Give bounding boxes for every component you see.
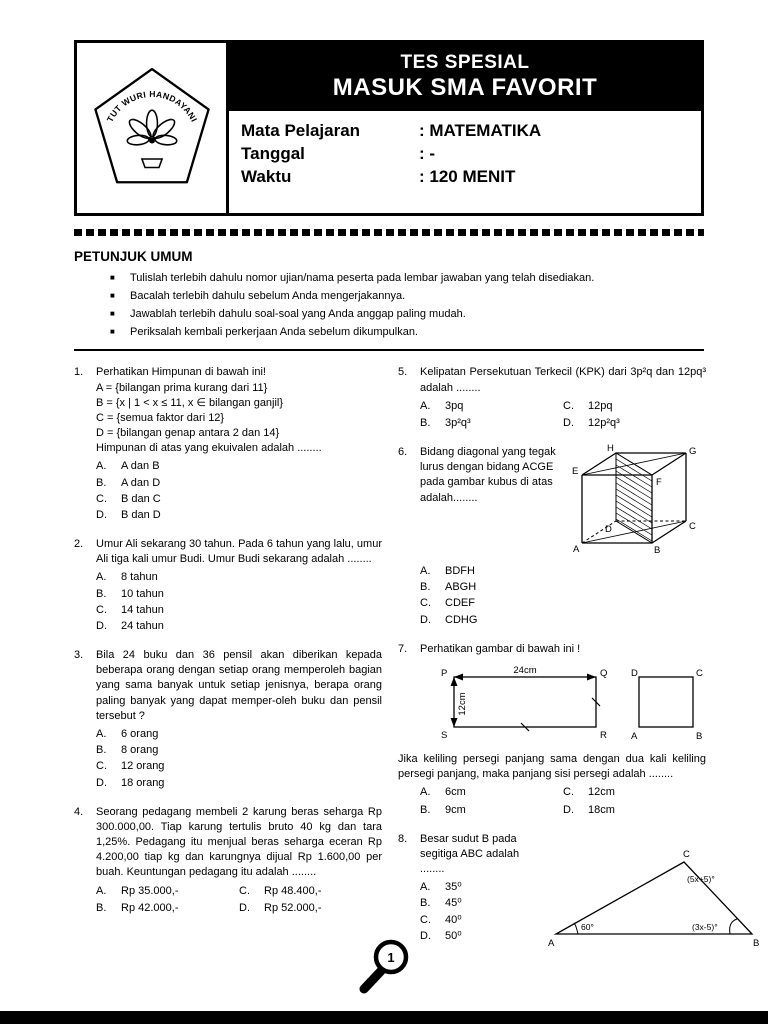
left-column: [74, 365, 382, 964]
question-4: [74, 805, 382, 917]
instruction-item: [74, 307, 704, 322]
header-right: [229, 43, 701, 213]
question-line: A = {bilangan prima kurang dari 11}: [96, 381, 268, 394]
question-intro: Perhatikan gambar di bawah ini !: [420, 642, 581, 655]
option-text: 3pq: [445, 399, 464, 412]
question-line: Himpunan di atas yang ekuivalen adalah ........: [96, 442, 322, 455]
square-label-b: B: [696, 730, 703, 742]
option-text: CDEF: [445, 597, 475, 610]
option-b: [96, 476, 382, 491]
question-2: [74, 537, 382, 635]
magnifier-icon: [355, 935, 413, 995]
cube-diagram: [572, 443, 700, 561]
instructions-title: PETUNJUK UMUM: [74, 249, 193, 264]
dashed-separator: [74, 229, 704, 236]
triangle-label-b: B: [753, 937, 760, 949]
instruction-item: [74, 271, 704, 286]
option-letter: B.: [96, 587, 107, 600]
option-letter: C.: [563, 786, 574, 799]
square-label-a: A: [631, 730, 638, 742]
exam-title-line2: MASUK SMA FAVORIT: [332, 74, 598, 101]
option-letter: D.: [96, 776, 107, 789]
option-letter: D.: [563, 416, 574, 429]
subject-label: Mata Pelajaran: [241, 121, 361, 140]
option-text: 18cm: [588, 803, 615, 816]
option-text: 8 orang: [121, 744, 159, 757]
question-text: Seorang pedagang membeli 2 karung beras seharga Rp 300.000,00. Tiap karung tertulis bruto 40 kg dan tara 1,25%. Pedagang itu menjual beras seharga eceran Rp 4.200,00 tiap kg dan karungnya dijual Rp 1.600,00 per buah. Keuntungan pedagang itu adalah ........: [96, 805, 382, 879]
question-number: 4.: [74, 805, 84, 818]
option-letter: B.: [420, 803, 431, 816]
option-letter: C.: [96, 760, 107, 773]
rect-label-s: S: [441, 729, 448, 741]
bullet-icon: ■: [110, 290, 115, 300]
option-letter: D.: [239, 901, 250, 914]
angle-a-label: 60°: [581, 921, 594, 932]
rect-label-r: R: [600, 729, 607, 741]
option-b: [420, 416, 563, 431]
option-letter: A.: [96, 571, 107, 584]
question-line: D = {bilangan genap antara 2 dan 14}: [96, 427, 280, 440]
option-text: ABGH: [445, 581, 477, 594]
option-text: 12cm: [588, 786, 615, 799]
option-c: [563, 399, 706, 414]
option-c: [239, 884, 382, 899]
option-letter: A.: [420, 786, 431, 799]
page-number: 1: [387, 950, 395, 965]
cube-label-b: B: [654, 545, 661, 557]
bullet-icon: ■: [110, 308, 115, 318]
angle-c-label: (5x+5)°: [687, 873, 715, 884]
option-text: BDFH: [445, 565, 475, 578]
question-text: Umur Ali sekarang 30 tahun. Pada 6 tahun yang lalu, umur Ali tiga kali umur Budi. Umur Budi sekarang adalah ........: [96, 538, 382, 566]
option-text: CDHG: [445, 613, 478, 626]
option-b: [96, 587, 382, 602]
cube-label-g: G: [689, 446, 697, 458]
option-letter: B.: [420, 416, 431, 429]
question-number: 7.: [398, 642, 408, 655]
options: [96, 884, 382, 917]
bullet-icon: ■: [110, 273, 115, 282]
instruction-item: [74, 289, 704, 304]
question-number: 5.: [398, 366, 408, 379]
question-body: [96, 537, 382, 635]
question-6: [398, 445, 706, 629]
answer-dots: ........: [420, 863, 445, 876]
option-d: [420, 929, 540, 944]
triangle-diagram: [546, 846, 760, 952]
option-letter: D.: [96, 619, 107, 632]
option-text: B dan D: [121, 508, 161, 521]
option-letter: A.: [420, 565, 431, 578]
instruction-text: Periksalah kembali perkerjaan Anda sebelum dikumpulkan.: [130, 325, 418, 338]
option-text: 3p²q³: [445, 416, 471, 429]
options: [398, 785, 706, 818]
instruction-item: [74, 325, 704, 340]
rectangles-diagram-wrap: [436, 663, 706, 748]
rectangles-diagram: [436, 663, 708, 743]
options: [420, 880, 540, 944]
cube-label-d: D: [605, 524, 612, 536]
width-label: 24cm: [513, 664, 537, 676]
option-letter: B.: [96, 476, 107, 489]
option-a: [96, 727, 382, 742]
option-b: [96, 901, 239, 916]
ministry-logo-icon: [90, 64, 214, 192]
option-text: 8 tahun: [121, 571, 158, 584]
exam-title-line1: TES SPESIAL: [400, 52, 530, 73]
general-instructions: [74, 249, 704, 339]
date-label: Tanggal: [241, 144, 305, 163]
option-c: [420, 913, 540, 928]
subject-value: : MATEMATIKA: [419, 121, 542, 140]
option-letter: A.: [96, 727, 107, 740]
option-text: 10 tahun: [121, 587, 164, 600]
triangle-label-a: A: [548, 937, 555, 949]
question-text: Kelipatan Persekutuan Terkecil (KPK) dari 3p²q dan 12pq³ adalah ........: [420, 366, 706, 394]
question-7: [398, 642, 706, 819]
question-body: [420, 365, 706, 432]
logo-curved-text: TUT WURI HANDAYANI: [104, 88, 199, 124]
square-label-d: D: [631, 667, 638, 679]
question-body: [420, 445, 706, 629]
option-text: 12pq: [588, 399, 613, 412]
cube-label-h: H: [607, 443, 614, 455]
exam-info: [229, 111, 701, 190]
date-row: [241, 144, 701, 164]
section-divider: [74, 349, 704, 351]
option-letter: B.: [420, 581, 431, 594]
option-letter: D.: [563, 803, 574, 816]
option-letter: D.: [420, 613, 431, 626]
option-text: 45⁰: [445, 897, 462, 910]
option-letter: C.: [96, 492, 107, 505]
option-text: 12p²q³: [588, 416, 620, 429]
options: [420, 399, 706, 432]
instruction-text: Bacalah terlebih dahulu sebelum Anda mengerjakannya.: [130, 289, 406, 302]
question-text: Bidang diagonal yang tegak lurus dengan bidang ACGE pada gambar kubus di atas adalah........: [420, 446, 556, 504]
option-text: Rp 48.400,-: [264, 884, 322, 897]
cube-label-e: E: [572, 466, 579, 478]
option-text: 14 tahun: [121, 603, 164, 616]
question-number: 8.: [398, 832, 408, 845]
option-text: 35⁰: [445, 881, 462, 894]
option-text: Rp 42.000,-: [121, 901, 179, 914]
option-b: [420, 803, 563, 818]
triangle-label-c: C: [683, 848, 690, 860]
option-letter: D.: [96, 508, 107, 521]
option-text: 50⁰: [445, 929, 462, 942]
question-line: C = {semua faktor dari 12}: [96, 411, 225, 424]
cube-label-c: C: [689, 521, 696, 533]
question-text: Jika keliling persegi panjang sama dengan dua kali keliling persegi panjang, maka panjang sisi persegi adalah ........: [398, 753, 706, 781]
option-d: [563, 416, 706, 431]
bottom-bar: [0, 1011, 768, 1024]
question-line: Perhatikan Himpunan di bawah ini!: [96, 366, 266, 379]
option-letter: A.: [420, 399, 431, 412]
question-body: [96, 365, 382, 524]
option-d: [420, 613, 706, 628]
option-text: 18 orang: [121, 776, 165, 789]
subject-row: [241, 121, 701, 141]
cube-label-a: A: [573, 544, 580, 556]
option-b: [420, 896, 540, 911]
option-d: [563, 803, 706, 818]
options: [96, 727, 382, 791]
angle-b-label: (3x-5)°: [692, 921, 718, 932]
option-a: [96, 570, 382, 585]
option-a: [420, 564, 706, 579]
question-line: B = {x | 1 < x ≤ 11, x ∈ bilangan ganjil}: [96, 396, 284, 409]
option-letter: C.: [420, 913, 431, 926]
option-d: [96, 619, 382, 634]
option-letter: B.: [96, 744, 107, 757]
option-a: [420, 399, 563, 414]
option-letter: C.: [239, 884, 250, 897]
option-d: [96, 776, 382, 791]
option-letter: A.: [96, 460, 107, 473]
page-number-badge: [355, 935, 413, 1000]
cube-label-f: F: [656, 477, 662, 489]
option-d: [239, 901, 382, 916]
question-number: 1.: [74, 366, 84, 379]
option-text: 40⁰: [445, 913, 462, 926]
option-a: [420, 785, 563, 800]
option-text: Rp 35.000,-: [121, 884, 179, 897]
question-number: 3.: [74, 649, 84, 662]
time-value: : 120 MENIT: [419, 167, 516, 186]
question-number: 2.: [74, 538, 84, 551]
question-body: [96, 805, 382, 917]
option-letter: B.: [96, 901, 107, 914]
exam-header: [74, 40, 704, 216]
question-3: [74, 648, 382, 792]
option-c: [563, 785, 706, 800]
option-a: [420, 880, 540, 895]
option-letter: C.: [96, 603, 107, 616]
option-letter: A.: [420, 881, 431, 894]
option-text: A dan D: [121, 476, 161, 489]
option-letter: B.: [420, 897, 431, 910]
option-text: B dan C: [121, 492, 161, 505]
option-text: 12 orang: [121, 760, 165, 773]
option-letter: A.: [96, 884, 107, 897]
option-c: [420, 596, 706, 611]
time-label: Waktu: [241, 167, 292, 186]
option-d: [96, 508, 382, 523]
instruction-text: Tulislah terlebih dahulu nomor ujian/nama peserta pada lembar jawaban yang telah disediakan.: [130, 272, 595, 284]
question-text: Besar sudut B pada segitiga ABC adalah: [420, 832, 520, 860]
option-text: 24 tahun: [121, 619, 164, 632]
option-letter: C.: [563, 399, 574, 412]
options: [96, 570, 382, 634]
question-body: [96, 648, 382, 792]
height-label: 12cm: [457, 692, 468, 716]
bullet-icon: ■: [110, 326, 115, 336]
option-text: 6 orang: [121, 727, 159, 740]
option-b: [96, 743, 382, 758]
option-text: A dan B: [121, 460, 160, 473]
question-text: Bila 24 buku dan 36 pensil akan diberikan kepada beberapa orang dengan setiap orang memperoleh bagian yang sama banyak untuk setiap jenisnya, berapa orang paling banyak yang dapat memper-oleh buku dan pensil tersebut ?: [96, 649, 382, 722]
questions-area: [74, 365, 760, 964]
question-8: [398, 832, 760, 952]
question-5: [398, 365, 706, 432]
option-a: [96, 459, 382, 474]
date-value: : -: [419, 144, 436, 163]
options: [420, 564, 706, 628]
option-text: Rp 52.000,-: [264, 901, 322, 914]
question-number: 6.: [398, 446, 408, 459]
right-column: [398, 365, 760, 964]
logo-cell: [77, 43, 229, 213]
instruction-text: Jawablah terlebih dahulu soal-soal yang Anda anggap paling mudah.: [130, 307, 466, 320]
option-c: [96, 492, 382, 507]
option-c: [96, 759, 382, 774]
option-letter: C.: [420, 597, 431, 610]
option-c: [96, 603, 382, 618]
options: [96, 459, 382, 523]
question-1: [74, 365, 382, 524]
time-row: [241, 167, 701, 187]
title-banner: [229, 43, 701, 111]
option-text: 6cm: [445, 786, 466, 799]
option-text: 9cm: [445, 803, 466, 816]
square-label-c: C: [696, 667, 703, 679]
rect-label-p: P: [441, 667, 448, 679]
option-letter: D.: [420, 929, 431, 942]
option-a: [96, 884, 239, 899]
question-body: [420, 832, 760, 952]
rect-label-q: Q: [600, 667, 608, 679]
option-b: [420, 580, 706, 595]
